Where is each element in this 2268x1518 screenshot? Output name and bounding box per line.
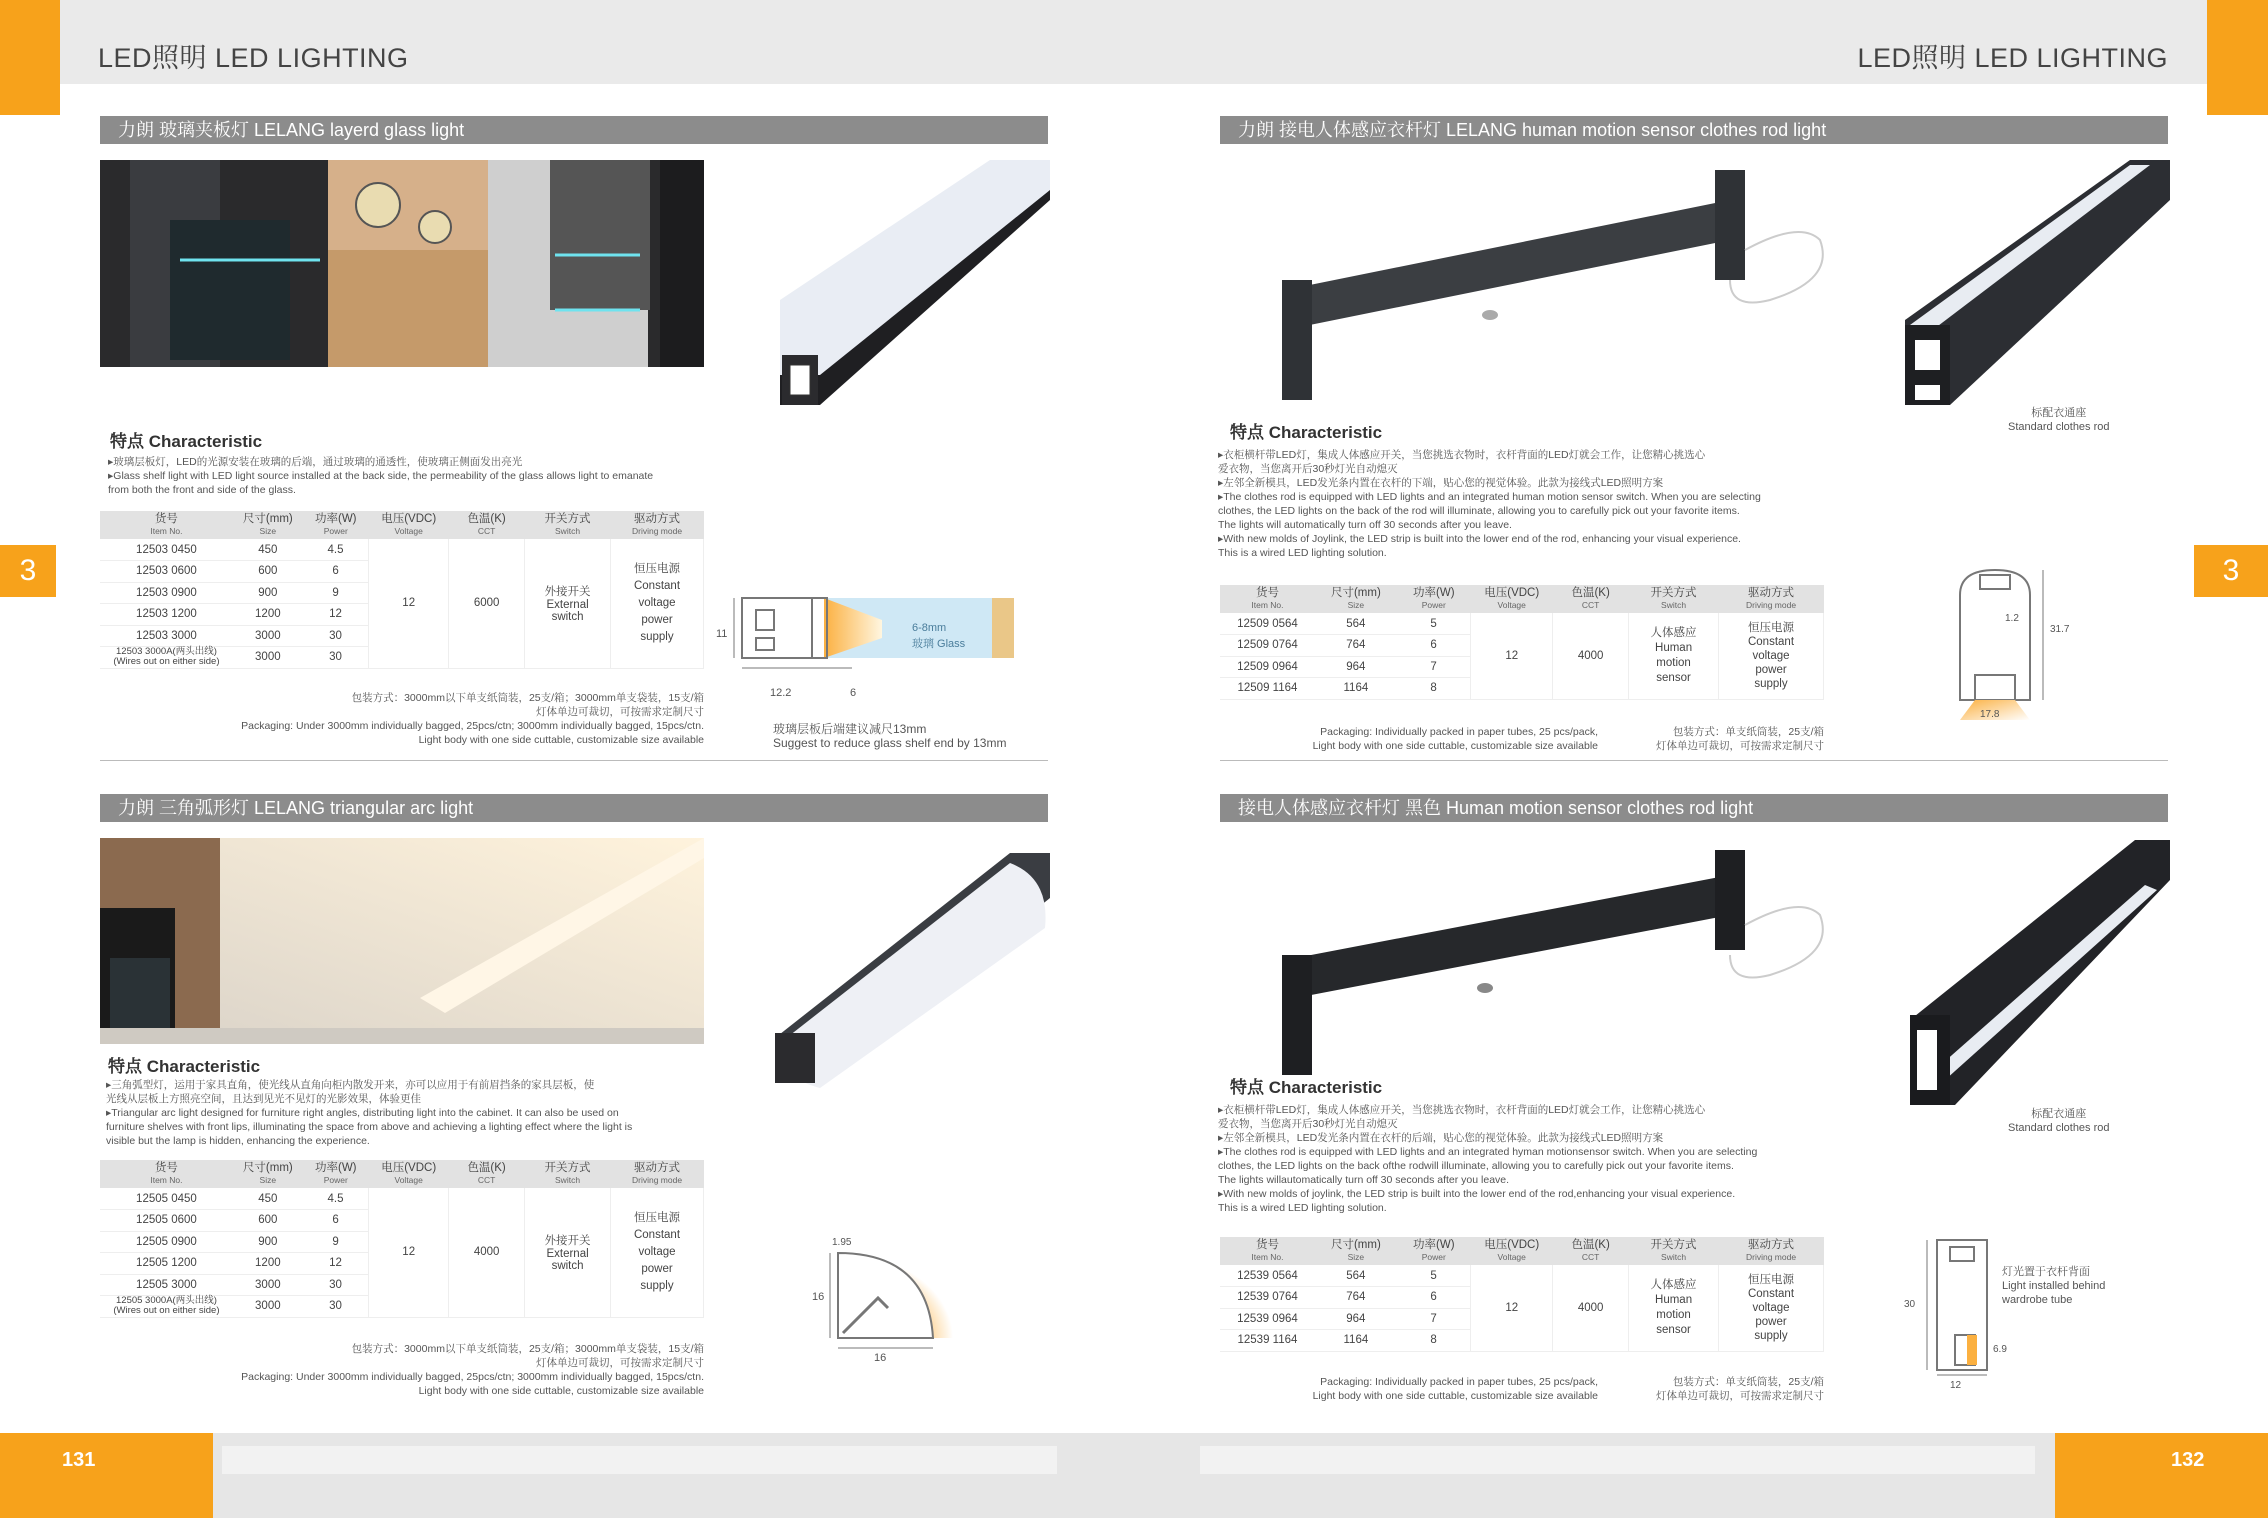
cell-driving: 恒压电源 Constant voltage power supply (1719, 1265, 1824, 1351)
arc-dim-h: 16 (812, 1291, 825, 1303)
cell-cct: 6000 (449, 539, 525, 668)
cell-switch: 外接开关 External switch (525, 539, 611, 668)
glass-profile-render (760, 160, 1050, 410)
arc-dim-t: 1.95 (832, 1237, 852, 1248)
black-rod-light-note: 灯光置于衣杆背面 Light installed behind wardrobe tube (2002, 1266, 2106, 1306)
black-rod-profile-render (1905, 840, 2170, 1110)
col-item: 货号 Item No. (100, 511, 233, 539)
cell-power: 4.5 (303, 539, 369, 561)
table-row: 12505 0900 900 9 (100, 1231, 704, 1253)
section-title-rod: 力朗 接电人体感应衣杆灯 LELANG human motion sensor clothes rod light (1220, 116, 2168, 144)
rod-characteristic-title: 特点 Characteristic (1230, 423, 1383, 442)
rod-spec-table (1220, 585, 1824, 700)
table-row: 12503 0600 600 6 (100, 561, 704, 583)
cell-voltage: 12 (1471, 1265, 1553, 1351)
black-rod-characteristic-title: 特点 Characteristic (1230, 1078, 1383, 1097)
divider (100, 760, 1048, 761)
black-rod-dim-w: 12 (1950, 1380, 1962, 1391)
table-row: 12505 3000 3000 30 (100, 1274, 704, 1296)
table-row: 12505 1200 1200 12 (100, 1253, 704, 1275)
table-row (100, 539, 704, 561)
cell-voltage: 12 (369, 1188, 449, 1317)
glass-dim-thickness: 6-8mm (912, 622, 947, 634)
section-title-black-rod: 接电人体感应衣杆灯 黑色 Human motion sensor clothes rod light (1220, 794, 2168, 822)
black-rod-packaging-en: Packaging: Individually packed in paper tubes, 25 pcs/pack, Light body with one side cuttable, customizable size available (1312, 1376, 1598, 1402)
cell-cct: 4000 (449, 1188, 525, 1317)
table-row: 12509 0764 764 6 (1220, 635, 1824, 657)
glass-bullet-line: from both the front and side of the glass. (108, 484, 296, 496)
divider (1220, 760, 2168, 761)
glass-dim-w1: 12.2 (770, 687, 792, 699)
glass-characteristic-title: 特点 Characteristic (110, 432, 263, 451)
chapter-tab-left: 3 (0, 545, 56, 597)
glass-bullet-line: ▸Glass shelf light with LED light source installed at the back side, the permeability of the glass allows light to emanate (108, 470, 654, 482)
col-power: 功率(W) Power (303, 511, 369, 539)
section-title-arc: 力朗 三角弧形灯 LELANG triangular arc light (100, 794, 1048, 822)
glass-install-note: 玻璃层板后端建议减尺13mm Suggest to reduce glass shelf end by 13mm (773, 722, 1007, 750)
glass-dim-h: 11 (716, 628, 728, 640)
cell-size: 450 (233, 539, 303, 561)
glass-packaging: 包装方式：3000mm以下单支纸筒装，25支/箱；3000mm单支袋装，15支/箱 灯体单边可裁切，可按需求定制尺寸 Packaging: Under 3000mm individually bagged, 25pcs/ctn; 3000mm individually bagged, 15pcs/ctn. Light body with one side cuttable, customizable size available (241, 692, 704, 746)
rod-dim-w: 1.2 (2005, 613, 2019, 624)
black-rod-section-diagram (1915, 1235, 2005, 1380)
chapter-tab-right: 3 (2194, 545, 2268, 597)
cell-driving: 恒压电源 Constant voltage power supply (611, 539, 704, 668)
col-cct: 色温(K) CCT (449, 511, 525, 539)
col-driving: 驱动方式 Driving mode (611, 511, 704, 539)
table-row: 12503 1200 1200 12 (100, 604, 704, 626)
cell-switch: 人体感应 Human motion sensor (1629, 613, 1719, 699)
table-row: 12505 3000A(两头出线) (Wires out on either side) 3000 30 (100, 1296, 704, 1318)
corner-tab-left (0, 0, 60, 115)
rod-caption: 标配衣通座 Standard clothes rod (2008, 407, 2110, 433)
page-tab-left (0, 1433, 213, 1518)
black-rod-spec-table (1220, 1237, 1824, 1352)
page-tab-right (2055, 1433, 2268, 1518)
table-header-row: 货号 Item No. 尺寸(mm) Size 功率(W) Power 电压(VDC) Voltage 色温(K) CCT 开关方式 Switch 驱动方式 Driving mode (1220, 1237, 1824, 1265)
table-row: 12539 0564 564 5 12 4000 人体感应 Human motion sensor 恒压电源 Constant voltage power supply (1220, 1265, 1824, 1287)
table-row: 12505 0450 450 4.5 12 4000 外接开关 External switch 恒压电源 Constant voltage power supply (100, 1188, 704, 1210)
header-title-left: LED照明 LED LIGHTING (98, 43, 409, 73)
glass-bullets (108, 455, 653, 497)
rod-bullets: ▸衣柜横杆带LED灯，集成人体感应开关，当您挑选衣物时，衣杆背面的LED灯就会工作，让您精心挑选心 爱衣物，当您离开后30秒灯光自动熄灭 ▸左邻全新模具，LED发光条内置在衣杆的下端，贴心您的视觉体验。此款为接线式LED照明方案 ▸The clothes rod is equipped with LED lights and an integrated human motion sensor switch. When you are selecting clothes, the LED lights on the back of the rod will illuminate, allowing you to carefully pick out your favorite items. The lights will automatically turn off 30 seconds after you leave. ▸With new molds of Joylink, the LED strip is built into the lower end of the rod, enhancing your visual experience. This is a wired LED lighting solution. (1218, 449, 1761, 559)
col-switch: 开关方式 Switch (525, 511, 611, 539)
rod-dim-h: 31.7 (2050, 624, 2070, 635)
rod-dim-b: 17.8 (1980, 709, 2000, 720)
table-header-row: 货号 Item No. 尺寸(mm) Size 功率(W) Power 电压(VDC) Voltage 色温(K) CCT 开关方式 Switch 驱动方式 Driving mode (1220, 585, 1824, 613)
table-row: 12539 1164 1164 8 (1220, 1330, 1824, 1352)
arc-dim-w: 16 (874, 1352, 887, 1364)
black-rod-packaging-cn: 包装方式：单支纸筒装，25支/箱 灯体单边可裁切，可按需求定制尺寸 (1656, 1376, 1824, 1402)
cell-driving: 恒压电源 Constant voltage power supply (611, 1188, 704, 1317)
table-row: 12503 0900 900 9 (100, 582, 704, 604)
table-header-row: 货号 Item No. 尺寸(mm) Size 功率(W) Power 电压(VDC) Voltage 色温(K) CCT 开关方式 Switch 驱动方式 Driving mode (100, 1160, 704, 1188)
black-rod-bullets: ▸衣柜横杆带LED灯，集成人体感应开关，当您挑选衣物时，衣杆背面的LED灯就会工作，让您精心挑选心 爱衣物，当您离开后30秒灯光自动熄灭 ▸左邻全新模具，LED发光条内置在衣杆的后端，贴心您的视觉体验。此款为接线式LED照明方案 ▸The clothes rod is equipped with LED lights and an integrated hyman motionsensor switch. When you are selecting clothes, the LED lights on the back ofthe rodwill illuminate, allowing you to carefully pick out your favorite items. The lights willautomatically turn off 30 seconds after you leave. ▸With new molds of joylink, the LED strip is built into the lower end of the rod,enhancing your visual experience. This is a wired LED lighting solution. (1218, 1104, 1758, 1214)
rod-section-diagram (1945, 565, 2055, 725)
cell-voltage: 12 (1471, 613, 1553, 699)
arc-characteristic-title: 特点 Characteristic (108, 1057, 261, 1076)
rod-product-photo (1260, 160, 1860, 410)
table-row: 12509 0964 964 7 (1220, 656, 1824, 678)
glass-cabinet-photo (100, 160, 704, 367)
table-header-row (100, 511, 704, 539)
black-rod-dim-h: 30 (1904, 1299, 1916, 1310)
glass-bullet-line: ▸玻璃层板灯，LED的光源安装在玻璃的后端，通过玻璃的通透性，使玻璃正侧面发出亮光 (108, 456, 523, 468)
footer-strip-right (1200, 1446, 2035, 1474)
table-row: 12509 1164 1164 8 (1220, 678, 1824, 700)
arc-profile-render (760, 838, 1050, 1088)
page-number-left: 131 (62, 1449, 96, 1471)
glass-spec-table (100, 511, 704, 669)
cell-cct: 4000 (1553, 1265, 1629, 1351)
black-rod-caption: 标配衣通座 Standard clothes rod (2008, 1108, 2110, 1134)
cell-driving: 恒压电源 Constant voltage power supply (1719, 613, 1824, 699)
arc-kitchen-photo (100, 838, 704, 1044)
header-title-right: LED照明 LED LIGHTING (1857, 43, 2168, 73)
glass-section-diagram (712, 590, 1032, 705)
cell-switch: 外接开关 External switch (525, 1188, 611, 1317)
footer-strip-left (222, 1446, 1057, 1474)
page-number-right: 132 (2171, 1449, 2205, 1471)
glass-dim-label: 玻璃 Glass (912, 638, 966, 650)
col-voltage: 电压(VDC) Voltage (369, 511, 449, 539)
arc-spec-table (100, 1160, 704, 1318)
arc-packaging: 包装方式：3000mm以下单支纸筒装，25支/箱；3000mm单支袋装，15支/箱 灯体单边可裁切，可按需求定制尺寸 Packaging: Under 3000mm individually bagged, 25pcs/ctn; 3000mm individually bagged, 15pcs/ctn. Light body with one side cuttable, customizable size available (241, 1343, 704, 1397)
cell-item: 12503 0450 (100, 539, 233, 561)
arc-bullets: ▸三角弧型灯，运用于家具直角，使光线从直角向柜内散发开来，亦可以应用于有前眉挡条的家具层板，使 光线从层板上方照亮空间，且达到见光不见灯的光影效果，体验更佳 ▸Triangular arc light designed for furniture right angles, distributing light into the cabinet. It can also be used on furniture shelves with front lips, illuminating the space from above and achieving a lighting effect where the light is visible but the lamp is hidden, enhancing the experience. (106, 1079, 633, 1147)
black-rod-dim-s: 6.9 (1993, 1344, 2007, 1355)
black-rod-product-photo (1260, 845, 1860, 1085)
section-title-glass: 力朗 玻璃夹板灯 LELANG layerd glass light (100, 116, 1048, 144)
table-row: 12539 0764 764 6 (1220, 1287, 1824, 1309)
table-row: 12539 0964 964 7 (1220, 1308, 1824, 1330)
cell-voltage: 12 (369, 539, 449, 668)
table-row: 12503 3000 3000 30 (100, 625, 704, 647)
rod-packaging-en: Packaging: Individually packed in paper tubes, 25 pcs/pack, Light body with one side cuttable, customizable size available (1312, 726, 1598, 752)
corner-tab-right (2207, 0, 2268, 115)
table-row: 12509 0564 564 5 12 4000 人体感应 Human motion sensor 恒压电源 Constant voltage power supply (1220, 613, 1824, 635)
cell-switch: 人体感应 Human motion sensor (1629, 1265, 1719, 1351)
table-row: 12505 0600 600 6 (100, 1210, 704, 1232)
col-size: 尺寸(mm) Size (233, 511, 303, 539)
glass-dim-w2: 6 (850, 687, 857, 699)
table-row: 12503 3000A(两头出线) (Wires out on either side) 3000 30 (100, 647, 704, 669)
arc-section-diagram (818, 1238, 968, 1358)
rod-packaging-cn: 包装方式：单支纸筒装，25支/箱 灯体单边可裁切，可按需求定制尺寸 (1656, 726, 1824, 752)
cell-cct: 4000 (1553, 613, 1629, 699)
rod-profile-render (1900, 160, 2170, 415)
